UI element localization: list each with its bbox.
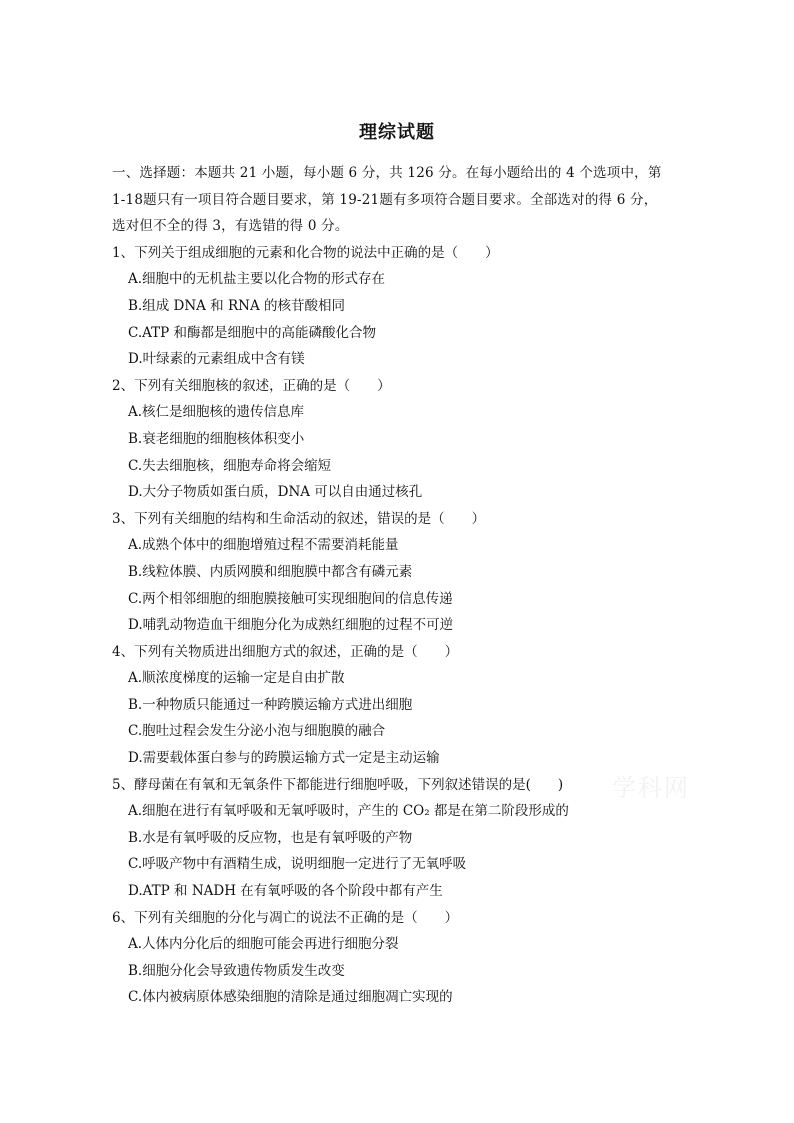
- instruction-line: 选对但不全的得 3，有选错的得 0 分。: [112, 218, 349, 235]
- question-stem: 5、酵母菌在有氧和无氧条件下都能进行细胞呼吸，下列叙述错误的是( ): [112, 776, 564, 793]
- question-stem: 1、下列关于组成细胞的元素和化合物的说法中正确的是（ ）: [112, 244, 499, 261]
- option-d: D.ATP 和 NADH 在有氧呼吸的各个阶段中都有产生: [128, 883, 443, 900]
- question-stem: 2、下列有关细胞核的叙述，正确的是（ ）: [112, 377, 391, 394]
- option-c: C.呼吸产物中有酒精生成，说明细胞一定进行了无氧呼吸: [128, 856, 467, 873]
- option-a: A.细胞中的无机盐主要以化合物的形式存在: [128, 271, 386, 288]
- option-c: C.胞吐过程会发生分泌小泡与细胞膜的融合: [128, 723, 386, 740]
- option-b: B.衰老细胞的细胞核体积变小: [128, 430, 305, 447]
- option-b: B.线粒体膜、内质网膜和细胞膜中都含有磷元素: [128, 563, 413, 580]
- option-b: B.一种物质只能通过一种跨膜运输方式进出细胞: [128, 696, 413, 713]
- question-2: [112, 373, 692, 506]
- option-b: B.水是有氧呼吸的反应物，也是有氧呼吸的产物: [128, 829, 413, 846]
- question-1: [112, 240, 692, 373]
- option-c: C.两个相邻细胞的细胞膜接触可实现细胞间的信息传递: [128, 590, 453, 607]
- section-instructions: [112, 160, 692, 240]
- option-c: C.体内被病原体感染细胞的清除是通过细胞凋亡实现的: [128, 989, 453, 1006]
- exam-content: [112, 160, 692, 1011]
- option-b: B.组成 DNA 和 RNA 的核苷酸相同: [128, 297, 345, 314]
- option-c: C.ATP 和酶都是细胞中的高能磷酸化合物: [128, 324, 377, 341]
- option-d: D.哺乳动物造血干细胞分化为成熟红细胞的过程不可逆: [128, 617, 454, 634]
- question-4: [112, 639, 692, 772]
- question-3: [112, 506, 692, 639]
- question-6: [112, 905, 692, 1011]
- page-title: 理综试题: [359, 122, 435, 143]
- instruction-line: 1-18题只有一项目符合题目要求，第 19-21题有多项符合题目要求。全部选对的得 6 分，: [112, 191, 658, 208]
- watermark: 学科网: [612, 774, 690, 802]
- question-5: [112, 772, 692, 905]
- question-stem: 3、下列有关细胞的结构和生命活动的叙述，错误的是（ ）: [112, 510, 486, 527]
- question-stem: 6、下列有关细胞的分化与凋亡的说法不正确的是（ ）: [112, 909, 459, 926]
- option-d: D.需要载体蛋白参与的跨膜运输方式一定是主动运输: [128, 750, 440, 767]
- option-c: C.失去细胞核，细胞寿命将会缩短: [128, 457, 332, 474]
- option-d: D.大分子物质如蛋白质，DNA 可以自由通过核孔: [128, 484, 423, 501]
- option-a: A.顺浓度梯度的运输一定是自由扩散: [128, 670, 345, 687]
- option-b: B.细胞分化会导致遗传物质发生改变: [128, 962, 345, 979]
- option-a: A.核仁是细胞核的遗传信息库: [128, 404, 305, 421]
- option-a: A.成熟个体中的细胞增殖过程不需要消耗能量: [128, 537, 399, 554]
- question-stem: 4、下列有关物质进出细胞方式的叙述，正确的是（ ）: [112, 643, 459, 660]
- option-a: A.人体内分化后的细胞可能会再进行细胞分裂: [128, 936, 399, 953]
- instruction-line: 一、选择题：本题共 21 小题，每小题 6 分，共 126 分。在每小题给出的 4 个选项中，第: [112, 165, 662, 181]
- option-d: D.叶绿素的元素组成中含有镁: [128, 351, 305, 368]
- option-a: A.细胞在进行有氧呼吸和无氧呼吸时，产生的 CO₂ 都是在第二阶段形成的: [128, 803, 569, 820]
